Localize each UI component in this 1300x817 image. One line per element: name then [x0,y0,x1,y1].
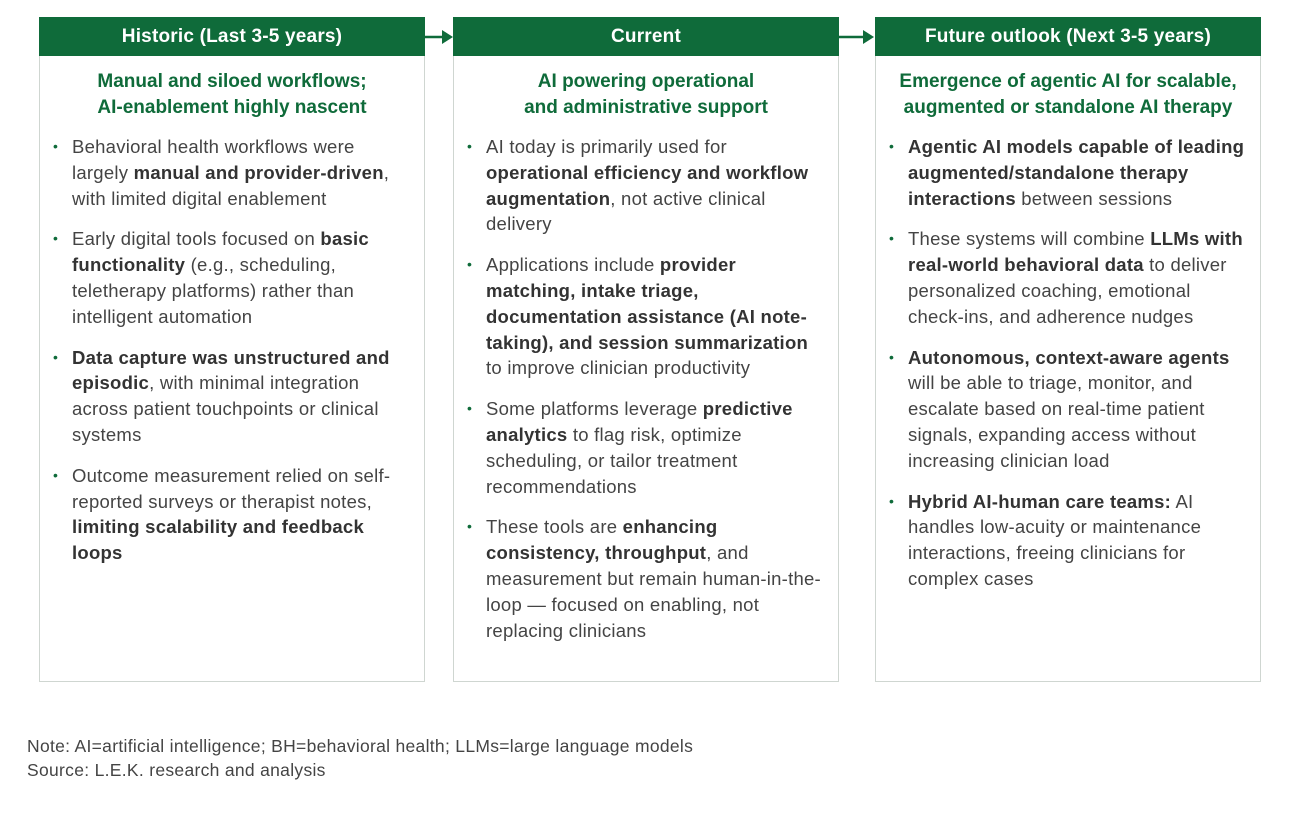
bullet-item [889,489,1251,592]
bullet-text-bold: basic functionality [72,228,369,276]
bullet-item [467,252,829,381]
bullet-item [467,134,829,237]
bullet-item [53,345,415,448]
bullet-text: to flag risk, optimize scheduling, or tailor treatment recommendations [486,423,742,497]
column-header: Current [453,17,839,56]
arrow-right-icon [839,28,875,46]
subtitle-line: and administrative support [524,97,768,118]
bullet-text-bold: Data capture was unstructured and episodic [72,346,390,394]
bullet-item [467,514,829,643]
bullet-list [875,134,1261,607]
subtitle-line: Manual and siloed workflows; [97,71,367,92]
bullet-text-bold: manual and provider-driven [133,161,384,183]
bullet-item [53,463,415,566]
bullet-list [39,134,425,581]
bullet-item [53,134,415,211]
bullet-text: Some platforms leverage [486,398,703,420]
bullet-text: , and measurement but remain human-in-the-loop — focused on enabling, not replacing clinicians [486,542,821,641]
bullet-text: between sessions [1015,187,1173,209]
bullet-text: Outcome measurement relied on self-reported surveys or therapist notes, [72,464,391,512]
bullet-text: Early digital tools focused on [72,228,321,250]
column-current [453,17,839,682]
subtitle-line: AI powering operational [537,71,755,92]
bullet-item [467,396,829,499]
bullet-text-bold: Autonomous, context-aware agents [908,346,1230,368]
bullet-text: , with minimal integration across patient touchpoints or clinical systems [72,372,379,445]
bullet-text-bold: operational efficiency and workflow augmentation [486,161,809,209]
bullet-text: , with limited digital enablement [72,161,390,209]
bullet-text: AI today is primarily used for [486,136,727,157]
arrow-right-icon [425,28,454,46]
bullet-text: to deliver personalized coaching, emotional check-ins, and adherence nudges [908,254,1227,327]
bullet-text: These systems will combine [908,228,1151,250]
bullet-text: These tools are [486,516,623,538]
bullet-text: Applications include [486,254,660,276]
subtitle-line: augmented or standalone AI therapy [903,97,1233,118]
bullet-text: , not active clinical delivery [486,187,766,235]
bullet-text-bold: enhancing consistency, throughput [486,516,718,564]
bullet-text-bold: limiting scalability and feedback loops [72,516,365,564]
footnote-source: Source: L.E.K. research and analysis [27,760,326,780]
column-header: Historic (Last 3-5 years) [39,17,425,56]
bullet-text: will be able to triage, monitor, and escalate based on real-time patient signals, expanding access without increasing clinician load [908,372,1205,471]
bullet-item [889,345,1251,474]
column-subtitle [461,69,831,121]
subtitle-line: Emergence of agentic AI for scalable, [899,71,1237,92]
column-future-outlook [875,17,1261,682]
bullet-text-bold: provider matching, intake triage, documentation assistance (AI note-taking), and session summarization [486,254,809,353]
bullet-text: to improve clinician productivity [486,357,751,379]
bullet-text-bold: LLMs with real-world behavioral data [908,228,1243,276]
column-historic [39,17,425,682]
bullet-list [453,134,839,658]
bullet-text: (e.g., scheduling, teletherapy platforms) rather than intelligent automation [72,254,355,327]
bullet-item [889,226,1251,329]
subtitle-line: AI-enablement highly nascent [97,97,367,118]
bullet-item [889,134,1251,211]
bullet-text-bold: Agentic AI models capable of leading augmented/standalone therapy interactions [908,136,1245,209]
column-subtitle [883,69,1253,121]
bullet-text-bold: predictive analytics [486,398,793,445]
column-subtitle [47,69,417,121]
column-header: Future outlook (Next 3-5 years) [875,17,1261,56]
bullet-item [53,226,415,329]
bullet-text: AI handles low-acuity or maintenance interactions, freeing clinicians for complex cases [908,490,1202,589]
bullet-text-bold: Hybrid AI-human care teams: [908,490,1172,512]
footnote-note: Note: AI=artificial intelligence; BH=behavioral health; LLMs=large language models [27,736,694,756]
bullet-text: Behavioral health workflows were largely [72,136,355,183]
